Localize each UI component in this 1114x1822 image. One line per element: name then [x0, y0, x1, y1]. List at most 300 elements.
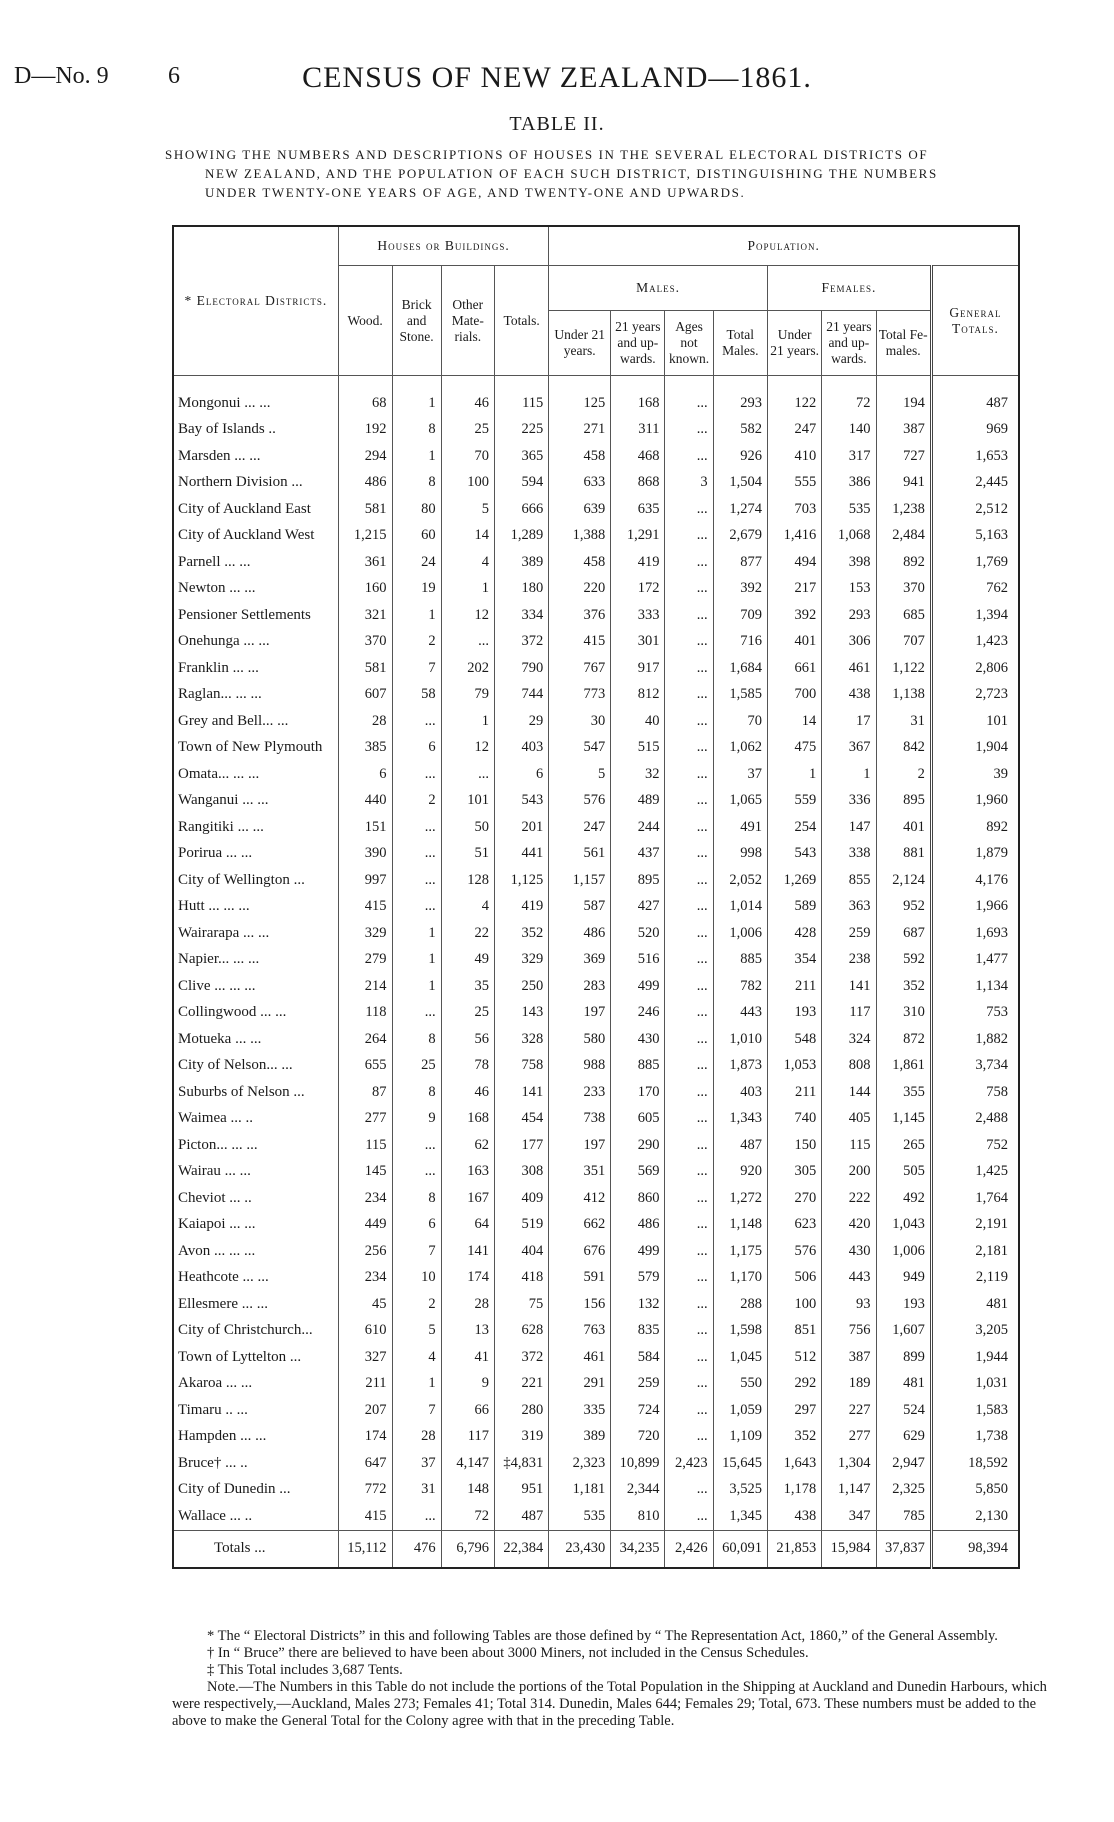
cell-wood: 68 — [338, 376, 392, 417]
table-row — [173, 1212, 1019, 1239]
cell-general-total: 1,423 — [931, 629, 1019, 656]
cell-wood: 1,215 — [338, 523, 392, 550]
cell-male-under-21: 412 — [549, 1185, 611, 1212]
table-row — [173, 1053, 1019, 1080]
cell-total-males: 487 — [713, 1132, 767, 1159]
cell-total-females: 1,122 — [876, 655, 931, 682]
header-other-materials: Other Mate-rials. — [441, 266, 494, 376]
header-general-totals: General Totals. — [931, 266, 1019, 376]
cell-other-materials: 70 — [441, 443, 494, 470]
cell-district-name: Suburbs of Nelson ... — [178, 1083, 305, 1100]
cell-female-under-21: 247 — [767, 417, 821, 444]
cell-total-males: 709 — [713, 602, 767, 629]
cell-female-21-upwards: 189 — [822, 1371, 876, 1398]
cell-male-21-upwards: 489 — [611, 788, 665, 815]
cell-female-under-21: 1 — [767, 761, 821, 788]
cell-female-under-21: 1,178 — [767, 1477, 821, 1504]
cell-wood: 329 — [338, 920, 392, 947]
cell-male-under-21: 351 — [549, 1159, 611, 1186]
cell-male-age-unknown: ... — [665, 1185, 713, 1212]
cell-male-under-21: 369 — [549, 947, 611, 974]
cell-male-under-21: 233 — [549, 1079, 611, 1106]
cell-male-21-upwards: 40 — [611, 708, 665, 735]
cell-district-name: Ellesmere ... ... — [178, 1295, 268, 1312]
cell-wood: 655 — [338, 1053, 392, 1080]
cell-brick-stone: 6 — [392, 1212, 441, 1239]
description-line: NEW ZEALAND, AND THE POPULATION OF EACH SUCH DISTRICT, DISTINGUISHING THE NUMBERS — [205, 166, 938, 181]
cell-male-21-upwards: 2,344 — [611, 1477, 665, 1504]
cell-total-females: 727 — [876, 443, 931, 470]
page-number: 6 — [168, 63, 180, 89]
cell-other-materials: ... — [441, 629, 494, 656]
cell-wood: 440 — [338, 788, 392, 815]
cell-wood: 6 — [338, 761, 392, 788]
cell-male-age-unknown: ... — [665, 814, 713, 841]
cell-general-total: 2,723 — [931, 682, 1019, 709]
cell-female-21-upwards: 238 — [822, 947, 876, 974]
cell-house-total: 404 — [494, 1238, 548, 1265]
cell-male-age-unknown: ... — [665, 1026, 713, 1053]
cell-brick-stone: 60 — [392, 523, 441, 550]
cell-general-total: 1,966 — [931, 894, 1019, 921]
cell-wood: 581 — [338, 496, 392, 523]
cell-male-under-21: 1,388 — [549, 523, 611, 550]
cell-district-name: Porirua ... ... — [178, 845, 253, 862]
cell-female-under-21: 100 — [767, 1291, 821, 1318]
cell-total-females: 899 — [876, 1344, 931, 1371]
cell-general-total: 1,134 — [931, 973, 1019, 1000]
cell-male-age-unknown: ... — [665, 1397, 713, 1424]
cell-wood: 321 — [338, 602, 392, 629]
cell-wood: 997 — [338, 867, 392, 894]
cell-total-males: 1,585 — [713, 682, 767, 709]
cell-male-age-unknown: ... — [665, 1344, 713, 1371]
cell-brick-stone: 2 — [392, 1291, 441, 1318]
cell-total-females: 2,124 — [876, 867, 931, 894]
cell-district-name: Marsden ... ... — [178, 447, 261, 464]
cell-male-21-upwards: 860 — [611, 1185, 665, 1212]
cell-female-21-upwards: 336 — [822, 788, 876, 815]
cell-male-21-upwards: 32 — [611, 761, 665, 788]
cell-male-21-upwards: 290 — [611, 1132, 665, 1159]
cell-other-materials: 9 — [441, 1371, 494, 1398]
cell-other-materials: 50 — [441, 814, 494, 841]
cell-general-total: 1,764 — [931, 1185, 1019, 1212]
cell-other-materials: 66 — [441, 1397, 494, 1424]
cell-male-under-21: 676 — [549, 1238, 611, 1265]
cell-general-total: 2,130 — [931, 1503, 1019, 1530]
cell-general-total: 1,879 — [931, 841, 1019, 868]
cell-female-21-upwards: 347 — [822, 1503, 876, 1530]
cell-female-21-upwards: 438 — [822, 682, 876, 709]
cell-female-under-21: 494 — [767, 549, 821, 576]
cell-house-total: 666 — [494, 496, 548, 523]
cell-female-21-upwards: 293 — [822, 602, 876, 629]
cell-male-21-upwards: 579 — [611, 1265, 665, 1292]
cell-wood: 279 — [338, 947, 392, 974]
cell-other-materials: 1 — [441, 708, 494, 735]
cell-male-under-21: 738 — [549, 1106, 611, 1133]
cell-total-males: 1,873 — [713, 1053, 767, 1080]
cell-female-21-upwards: 117 — [822, 1000, 876, 1027]
table-row — [173, 417, 1019, 444]
cell-other-materials: 25 — [441, 417, 494, 444]
cell-male-under-21: 988 — [549, 1053, 611, 1080]
cell-male-21-upwards: 259 — [611, 1371, 665, 1398]
cell-other-materials: 174 — [441, 1265, 494, 1292]
cell-total-females: 37,837 — [876, 1530, 931, 1568]
cell-male-under-21: 461 — [549, 1344, 611, 1371]
cell-total-females: 194 — [876, 376, 931, 417]
cell-total-males: 293 — [713, 376, 767, 417]
cell-house-total: 141 — [494, 1079, 548, 1106]
cell-district-name: Northern Division ... — [178, 474, 303, 491]
cell-female-under-21: 305 — [767, 1159, 821, 1186]
table-row — [173, 376, 1019, 417]
cell-other-materials: 49 — [441, 947, 494, 974]
table-row — [173, 682, 1019, 709]
cell-brick-stone: 1 — [392, 602, 441, 629]
cell-district-name: Rangitiki ... ... — [178, 818, 264, 835]
cell-male-under-21: 125 — [549, 376, 611, 417]
cell-general-total: 2,445 — [931, 470, 1019, 497]
cell-general-total: 1,394 — [931, 602, 1019, 629]
cell-male-21-upwards: 812 — [611, 682, 665, 709]
cell-female-21-upwards: 405 — [822, 1106, 876, 1133]
cell-female-under-21: 589 — [767, 894, 821, 921]
cell-male-age-unknown: ... — [665, 1477, 713, 1504]
cell-male-21-upwards: 244 — [611, 814, 665, 841]
header-brick-stone: Brick and Stone. — [392, 266, 441, 376]
cell-female-under-21: 548 — [767, 1026, 821, 1053]
cell-other-materials: 4 — [441, 894, 494, 921]
table-row — [173, 841, 1019, 868]
cell-district-name: Mongonui ... ... — [178, 394, 271, 411]
cell-total-males: 1,006 — [713, 920, 767, 947]
cell-male-under-21: 291 — [549, 1371, 611, 1398]
cell-male-age-unknown: ... — [665, 443, 713, 470]
cell-male-21-upwards: 311 — [611, 417, 665, 444]
cell-house-total: 177 — [494, 1132, 548, 1159]
cell-female-under-21: 512 — [767, 1344, 821, 1371]
cell-total-females: 1,145 — [876, 1106, 931, 1133]
table-body — [173, 376, 1019, 1568]
table-title: TABLE II. — [509, 113, 605, 135]
cell-other-materials: 72 — [441, 1503, 494, 1530]
table-row — [173, 973, 1019, 1000]
cell-house-total: 115 — [494, 376, 548, 417]
cell-female-under-21: 211 — [767, 1079, 821, 1106]
cell-total-females: 1,138 — [876, 682, 931, 709]
cell-district-name: City of Christchurch... — [178, 1322, 313, 1339]
cell-house-total: 543 — [494, 788, 548, 815]
cell-general-total: 758 — [931, 1079, 1019, 1106]
cell-general-total: 1,738 — [931, 1424, 1019, 1451]
cell-house-total: 419 — [494, 894, 548, 921]
cell-total-males: 582 — [713, 417, 767, 444]
cell-male-age-unknown: ... — [665, 788, 713, 815]
cell-other-materials: 1 — [441, 576, 494, 603]
cell-district-name: Pensioner Settlements — [178, 606, 311, 623]
cell-female-21-upwards: 855 — [822, 867, 876, 894]
cell-brick-stone: 58 — [392, 682, 441, 709]
cell-wood: 449 — [338, 1212, 392, 1239]
cell-district-name: Napier... ... ... — [178, 951, 260, 968]
cell-total-males: 1,598 — [713, 1318, 767, 1345]
cell-other-materials: 51 — [441, 841, 494, 868]
cell-district-name: Raglan... ... ... — [178, 686, 262, 703]
cell-brick-stone: 24 — [392, 549, 441, 576]
footnote-tents: ‡ This Total includes 3,687 Tents. — [207, 1662, 403, 1678]
cell-total-males: 2,679 — [713, 523, 767, 550]
cell-male-21-upwards: 468 — [611, 443, 665, 470]
cell-district-name: City of Auckland East — [178, 500, 311, 517]
cell-other-materials: 56 — [441, 1026, 494, 1053]
cell-male-under-21: 30 — [549, 708, 611, 735]
cell-wood: 772 — [338, 1477, 392, 1504]
table-row — [173, 1450, 1019, 1477]
cell-total-males: 1,065 — [713, 788, 767, 815]
cell-other-materials: 79 — [441, 682, 494, 709]
cell-total-males: 1,109 — [713, 1424, 767, 1451]
table-row — [173, 1397, 1019, 1424]
cell-male-age-unknown: ... — [665, 1371, 713, 1398]
cell-total-females: 31 — [876, 708, 931, 735]
cell-brick-stone: ... — [392, 708, 441, 735]
cell-district-name: Totals ... — [173, 1530, 338, 1568]
cell-male-under-21: 23,430 — [549, 1530, 611, 1568]
cell-total-males: 920 — [713, 1159, 767, 1186]
cell-male-21-upwards: 635 — [611, 496, 665, 523]
table-row — [173, 1503, 1019, 1530]
table-row — [173, 602, 1019, 629]
cell-female-21-upwards: 430 — [822, 1238, 876, 1265]
cell-total-females: 2,325 — [876, 1477, 931, 1504]
cell-male-under-21: 376 — [549, 602, 611, 629]
cell-other-materials: 141 — [441, 1238, 494, 1265]
cell-female-under-21: 428 — [767, 920, 821, 947]
cell-male-21-upwards: 333 — [611, 602, 665, 629]
cell-total-males: 1,684 — [713, 655, 767, 682]
cell-female-under-21: 354 — [767, 947, 821, 974]
cell-house-total: 628 — [494, 1318, 548, 1345]
cell-brick-stone: 8 — [392, 1079, 441, 1106]
cell-district-name: Grey and Bell... ... — [178, 712, 289, 729]
cell-wood: 486 — [338, 470, 392, 497]
cell-total-males: 1,010 — [713, 1026, 767, 1053]
cell-brick-stone: 2 — [392, 788, 441, 815]
cell-female-under-21: 661 — [767, 655, 821, 682]
description-line: SHOWING THE NUMBERS AND DESCRIPTIONS OF HOUSES IN THE SEVERAL ELECTORAL DISTRICTS OF — [165, 147, 929, 162]
cell-male-age-unknown: ... — [665, 708, 713, 735]
cell-house-total: 372 — [494, 629, 548, 656]
cell-brick-stone: ... — [392, 894, 441, 921]
table-row — [173, 443, 1019, 470]
cell-other-materials: 4,147 — [441, 1450, 494, 1477]
table-row — [173, 1318, 1019, 1345]
cell-female-21-upwards: 1 — [822, 761, 876, 788]
cell-male-age-unknown: ... — [665, 1291, 713, 1318]
cell-male-under-21: 2,323 — [549, 1450, 611, 1477]
cell-general-total: 2,806 — [931, 655, 1019, 682]
cell-male-under-21: 458 — [549, 549, 611, 576]
cell-wood: 214 — [338, 973, 392, 1000]
cell-male-age-unknown: ... — [665, 576, 713, 603]
table-row — [173, 735, 1019, 762]
cell-female-21-upwards: 535 — [822, 496, 876, 523]
cell-general-total: 1,653 — [931, 443, 1019, 470]
cell-district-name: Wairarapa ... ... — [178, 924, 270, 941]
cell-female-21-upwards: 443 — [822, 1265, 876, 1292]
cell-total-males: 1,272 — [713, 1185, 767, 1212]
cell-brick-stone: 1 — [392, 1371, 441, 1398]
cell-male-21-upwards: 917 — [611, 655, 665, 682]
cell-male-under-21: 1,181 — [549, 1477, 611, 1504]
cell-male-age-unknown: ... — [665, 735, 713, 762]
cell-male-age-unknown: ... — [665, 1000, 713, 1027]
cell-total-females: 401 — [876, 814, 931, 841]
cell-female-under-21: 1,416 — [767, 523, 821, 550]
cell-female-21-upwards: 367 — [822, 735, 876, 762]
cell-brick-stone: ... — [392, 1503, 441, 1530]
cell-total-females: 2 — [876, 761, 931, 788]
cell-male-under-21: 1,157 — [549, 867, 611, 894]
cell-total-females: 387 — [876, 417, 931, 444]
cell-female-21-upwards: 306 — [822, 629, 876, 656]
cell-total-females: 355 — [876, 1079, 931, 1106]
cell-district-name: Town of New Plymouth — [178, 739, 323, 756]
cell-female-21-upwards: 386 — [822, 470, 876, 497]
cell-male-under-21: 220 — [549, 576, 611, 603]
cell-district-name: Hampden ... ... — [178, 1428, 267, 1445]
cell-general-total: 4,176 — [931, 867, 1019, 894]
cell-female-under-21: 270 — [767, 1185, 821, 1212]
cell-male-under-21: 662 — [549, 1212, 611, 1239]
cell-female-21-upwards: 17 — [822, 708, 876, 735]
cell-brick-stone: 7 — [392, 655, 441, 682]
cell-female-21-upwards: 153 — [822, 576, 876, 603]
cell-female-under-21: 740 — [767, 1106, 821, 1133]
cell-general-total: 5,850 — [931, 1477, 1019, 1504]
cell-total-males: 1,062 — [713, 735, 767, 762]
cell-wood: 370 — [338, 629, 392, 656]
cell-male-under-21: 389 — [549, 1424, 611, 1451]
cell-other-materials: 62 — [441, 1132, 494, 1159]
cell-general-total: 1,882 — [931, 1026, 1019, 1053]
cell-male-age-unknown: ... — [665, 376, 713, 417]
cell-female-under-21: 410 — [767, 443, 821, 470]
cell-male-21-upwards: 437 — [611, 841, 665, 868]
cell-wood: 277 — [338, 1106, 392, 1133]
cell-house-total: 519 — [494, 1212, 548, 1239]
cell-other-materials: 5 — [441, 496, 494, 523]
cell-house-total: 594 — [494, 470, 548, 497]
cell-wood: 115 — [338, 1132, 392, 1159]
cell-female-under-21: 623 — [767, 1212, 821, 1239]
cell-general-total: 2,512 — [931, 496, 1019, 523]
cell-male-21-upwards: 427 — [611, 894, 665, 921]
cell-house-total: 29 — [494, 708, 548, 735]
cell-brick-stone: 28 — [392, 1424, 441, 1451]
cell-male-age-unknown: ... — [665, 1424, 713, 1451]
cell-female-under-21: 352 — [767, 1424, 821, 1451]
table-row — [173, 761, 1019, 788]
cell-other-materials: 12 — [441, 602, 494, 629]
cell-house-total: 250 — [494, 973, 548, 1000]
cell-male-age-unknown: 3 — [665, 470, 713, 497]
cell-other-materials: 100 — [441, 470, 494, 497]
table-row — [173, 814, 1019, 841]
cell-male-age-unknown: ... — [665, 1132, 713, 1159]
cell-male-21-upwards: 172 — [611, 576, 665, 603]
cell-wood: 294 — [338, 443, 392, 470]
cell-total-females: 872 — [876, 1026, 931, 1053]
cell-female-21-upwards: 387 — [822, 1344, 876, 1371]
cell-female-21-upwards: 115 — [822, 1132, 876, 1159]
footnote-electoral: * The “ Electoral Districts” in this and following Tables are those defined by “ The Representation Act, 1860,” of the General Assembly. — [207, 1628, 998, 1644]
table-row — [173, 523, 1019, 550]
cell-total-females: 505 — [876, 1159, 931, 1186]
cell-female-21-upwards: 147 — [822, 814, 876, 841]
cell-male-under-21: 587 — [549, 894, 611, 921]
cell-total-males: 37 — [713, 761, 767, 788]
cell-total-males: 550 — [713, 1371, 767, 1398]
cell-male-age-unknown: ... — [665, 761, 713, 788]
cell-district-name: Clive ... ... ... — [178, 977, 256, 994]
cell-district-name: Kaiapoi ... ... — [178, 1216, 256, 1233]
cell-male-21-upwards: 569 — [611, 1159, 665, 1186]
cell-wood: 45 — [338, 1291, 392, 1318]
cell-other-materials: ... — [441, 761, 494, 788]
table-row — [173, 1106, 1019, 1133]
cell-wood: 327 — [338, 1344, 392, 1371]
cell-total-females: 629 — [876, 1424, 931, 1451]
cell-house-total: 328 — [494, 1026, 548, 1053]
cell-total-females: 1,006 — [876, 1238, 931, 1265]
cell-total-females: 492 — [876, 1185, 931, 1212]
cell-district-name: Avon ... ... ... — [178, 1242, 256, 1259]
cell-male-21-upwards: 10,899 — [611, 1450, 665, 1477]
cell-male-age-unknown: ... — [665, 867, 713, 894]
header-houses-group: Houses or Buildings. — [338, 226, 548, 266]
cell-female-21-upwards: 259 — [822, 920, 876, 947]
cell-male-under-21: 458 — [549, 443, 611, 470]
cell-other-materials: 12 — [441, 735, 494, 762]
cell-total-females: 949 — [876, 1265, 931, 1292]
cell-house-total: 180 — [494, 576, 548, 603]
cell-district-name: City of Nelson... ... — [178, 1057, 293, 1074]
cell-female-21-upwards: 141 — [822, 973, 876, 1000]
cell-general-total: 2,181 — [931, 1238, 1019, 1265]
cell-brick-stone: 19 — [392, 576, 441, 603]
table-description — [165, 145, 1045, 202]
header-male-21-upwards: 21 years and up-wards. — [611, 311, 665, 376]
cell-total-males: 1,343 — [713, 1106, 767, 1133]
cell-brick-stone: ... — [392, 1159, 441, 1186]
cell-male-age-unknown: ... — [665, 1238, 713, 1265]
cell-female-under-21: 555 — [767, 470, 821, 497]
header-male-under-21: Under 21 years. — [549, 311, 611, 376]
cell-house-total: 22,384 — [494, 1530, 548, 1568]
cell-house-total: 329 — [494, 947, 548, 974]
cell-general-total: 969 — [931, 417, 1019, 444]
cell-female-under-21: 1,643 — [767, 1450, 821, 1477]
header-wood: Wood. — [338, 266, 392, 376]
cell-male-under-21: 535 — [549, 1503, 611, 1530]
cell-total-females: 892 — [876, 549, 931, 576]
cell-wood: 415 — [338, 1503, 392, 1530]
cell-male-age-unknown: ... — [665, 496, 713, 523]
